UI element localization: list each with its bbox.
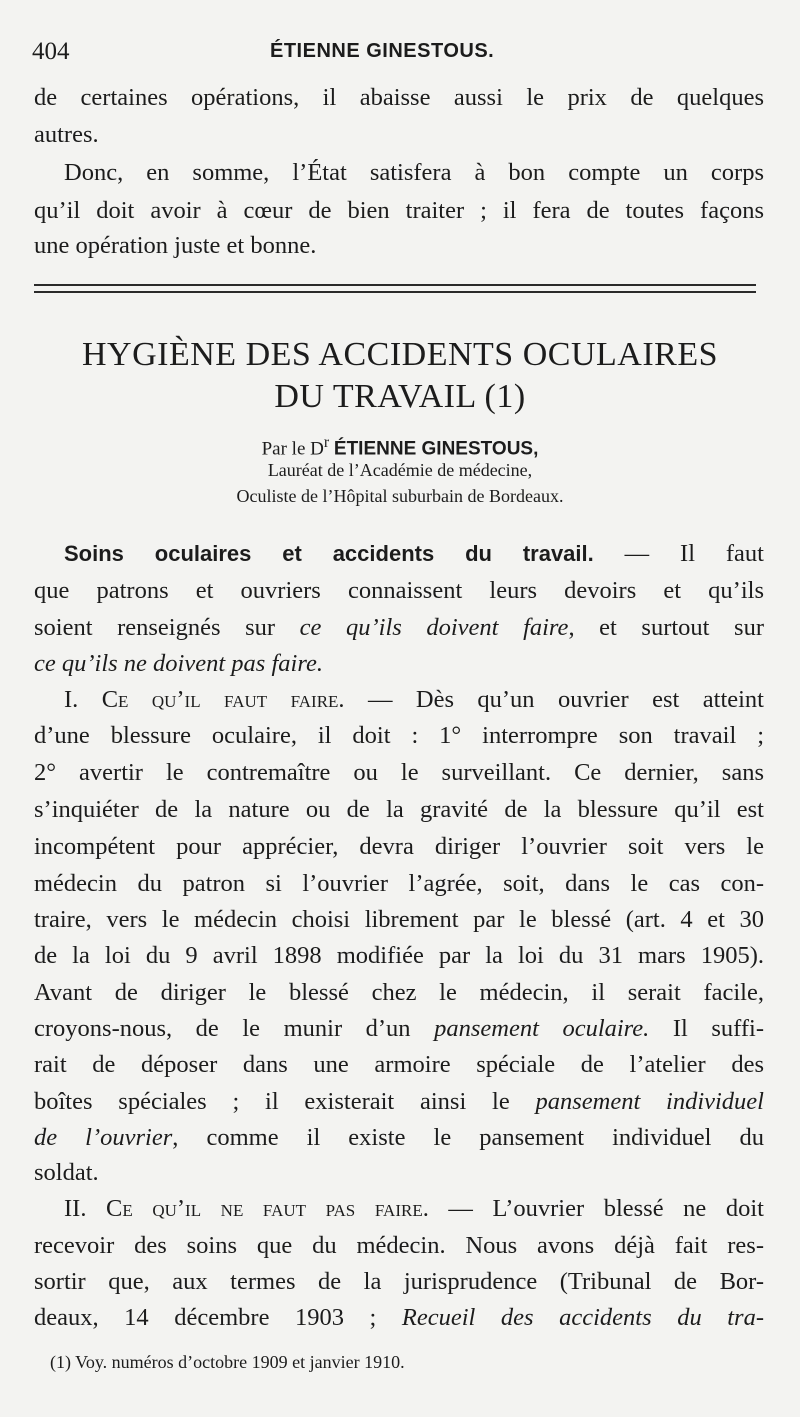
author-name: ÉTIENNE GINESTOUS, [333, 438, 539, 460]
text-run: Il suffi- [649, 1015, 764, 1042]
text-line: de certaines opérations, il abaisse aussi le prix de quelques [34, 84, 764, 111]
byline-sup: r [323, 434, 330, 451]
text-line [34, 1120, 764, 1156]
text-line [34, 646, 764, 682]
text-line: autres. [34, 121, 99, 148]
text-line [34, 1011, 764, 1047]
author-affiliation: Lauréat de l’Académie de médecine, [267, 460, 533, 480]
text-line: de la loi du 9 avril 1898 modifiée par la loi du 31 mars 1905). [34, 942, 764, 969]
text-line: traire, vers le médecin choisi librement par le blessé (art. 4 et 30 [34, 906, 764, 933]
text-line: rait de déposer dans une armoire spéciale de l’atelier des [34, 1051, 764, 1078]
text-line [34, 610, 764, 646]
author-byline [0, 434, 800, 460]
text-line: sortir que, aux termes de la jurisprudence (Tribunal de Bor- [34, 1268, 764, 1295]
text-line: médecin du patron si l’ouvrier l’agrée, soit, dans le cas con- [34, 870, 764, 897]
text-run: II. [64, 1195, 107, 1222]
text-run: , et surtout sur [568, 614, 765, 641]
subsection-label: Ce qu’il faut faire. [101, 686, 345, 713]
text-run: croyons-nous, de le munir d’un [34, 1015, 435, 1042]
text-run: , comme il existe le pansement individuel du [172, 1124, 764, 1151]
text-run: deaux, 14 décembre 1903 ; [34, 1304, 402, 1331]
emphasis: ce qu’ils ne doivent pas faire. [34, 650, 323, 677]
section-divider [34, 291, 756, 293]
text-line: incompétent pour apprécier, devra diriger l’ouvrier soit vers le [34, 833, 764, 860]
text-line [64, 682, 764, 718]
text-run: — L’ouvrier blessé ne doit [428, 1195, 764, 1222]
page-header [32, 38, 760, 74]
text-line: s’inquiéter de la nature ou de la gravité de la blessure qu’il est [34, 796, 764, 823]
emphasis: de l’ouvrier [34, 1124, 173, 1151]
text-line [34, 1084, 764, 1120]
article-title: DU TRAVAIL (1) [274, 378, 526, 415]
emphasis: pansement individuel [535, 1088, 764, 1115]
text-run: I. [64, 686, 102, 713]
page-number: 404 [32, 38, 70, 65]
text-line: recevoir des soins que du médecin. Nous avons déjà fait res- [34, 1232, 764, 1259]
text-line [34, 1300, 764, 1336]
text-line: 2° avertir le contremaître ou le surveillant. Ce dernier, sans [34, 759, 764, 786]
footnote: (1) Voy. numéros d’octobre 1909 et janvier 1910. [50, 1352, 405, 1372]
text-line: Donc, en somme, l’État satisfera à bon compte un corps [64, 159, 764, 186]
subsection-label: Ce qu’il ne faut pas faire. [106, 1195, 429, 1222]
text-run: soient renseignés sur [34, 614, 300, 641]
text-run: — Il faut [593, 540, 764, 567]
text-run: — Dès qu’un ouvrier est atteint [344, 686, 764, 713]
byline-prefix: Par le D [261, 438, 324, 460]
section-divider [34, 284, 756, 286]
emphasis: ce qu’ils doivent faire [299, 614, 569, 641]
text-line: soldat. [34, 1159, 99, 1186]
text-line: d’une blessure oculaire, il doit : 1° interrompre son travail ; [34, 722, 764, 749]
text-line: une opération juste et bonne. [34, 232, 317, 259]
text-line: que patrons et ouvriers connaissent leurs devoirs et qu’ils [34, 577, 764, 604]
emphasis: pansement oculaire. [434, 1015, 650, 1042]
emphasis: Recueil des accidents du tra- [401, 1304, 764, 1331]
text-run: boîtes spéciales ; il existerait ainsi le [34, 1088, 536, 1115]
text-line [64, 1191, 764, 1227]
section-heading: Soins oculaires et accidents du travail. [64, 541, 594, 566]
text-line: qu’il doit avoir à cœur de bien traiter ; il fera de toutes façons [34, 197, 764, 224]
running-title: ÉTIENNE GINESTOUS. [270, 40, 495, 62]
text-line [64, 536, 764, 572]
author-affiliation: Oculiste de l’Hôpital suburbain de Bordeaux. [236, 486, 564, 506]
article-title: HYGIÈNE DES ACCIDENTS OCULAIRES [82, 336, 718, 373]
text-line: Avant de diriger le blessé chez le médecin, il serait facile, [34, 979, 764, 1006]
